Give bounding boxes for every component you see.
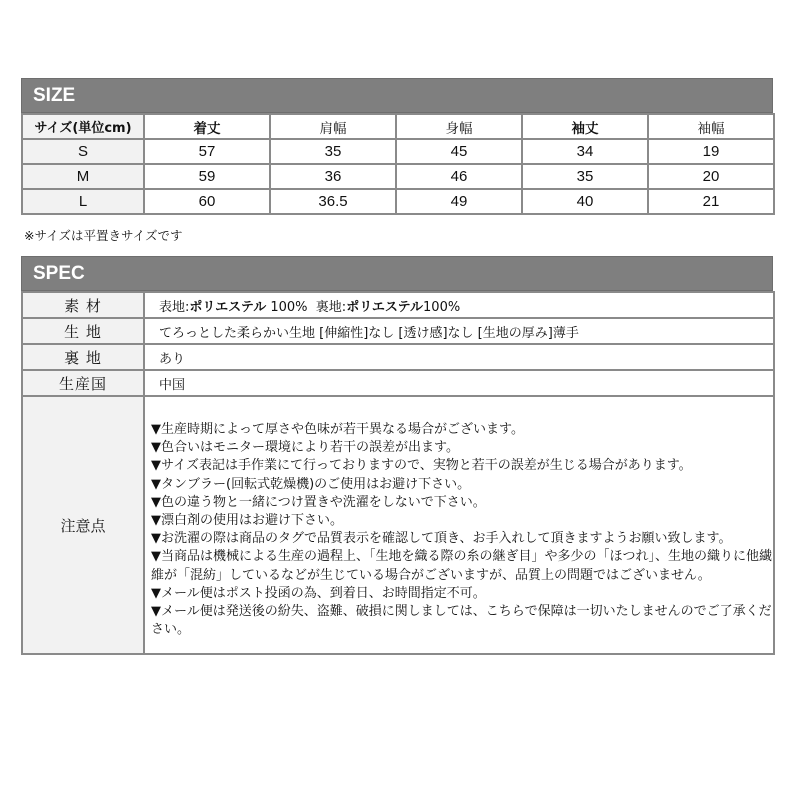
size-column-header: サイズ(単位cm) — [22, 114, 144, 139]
spec-value: てろっとした柔らかい生地 [伸縮性]なし [透け感]なし [生地の厚み]薄手 — [144, 318, 774, 344]
spec-section-title: SPEC — [21, 256, 773, 291]
spec-label: 素 材 — [22, 292, 144, 318]
table-row — [22, 139, 774, 164]
spec-row-fabric — [22, 318, 774, 344]
list-item: ▼生産時期によって厚さや色味が若干異なる場合がございます。 — [151, 422, 524, 437]
size-label: L — [22, 189, 144, 214]
list-item: ▼サイズ表記は手作業にて行っておりますので、実物と若干の誤差が生じる場合があります。 — [151, 458, 692, 474]
list-item: ▼色の違う物と一緒につけ置きや洗濯をしないで下さい。 — [151, 494, 486, 510]
list-item: ▼メール便はポスト投函の為、到着日、お時間指定不可。 — [151, 585, 486, 601]
table-row — [22, 189, 774, 214]
column-header-sleeve-length: 袖丈 — [522, 114, 648, 139]
size-note: ※サイズは平置きサイズです — [24, 228, 183, 243]
notes-list — [151, 421, 773, 639]
spec-value-part: 100% 裏地: — [266, 299, 347, 315]
table-cell: 60 — [144, 189, 270, 214]
spec-row-material — [22, 292, 774, 318]
spec-value-part: 100% — [423, 299, 461, 315]
column-header-shoulder: 肩幅 — [270, 114, 396, 139]
size-label: S — [22, 139, 144, 164]
table-cell: 49 — [396, 189, 522, 214]
spec-label: 注意点 — [22, 396, 144, 654]
table-cell: 45 — [396, 139, 522, 164]
spec-label: 裏 地 — [22, 344, 144, 370]
spec-value-part: 表地: — [159, 299, 190, 315]
list-item: ▼メール便は発送後の紛失、盗難、破損に関しましては、こちらで保障は一切いたしませんのでご了承ください。 — [151, 604, 772, 638]
table-cell: 20 — [648, 164, 774, 189]
notes-cell — [144, 396, 774, 654]
spec-value: 中国 — [144, 370, 774, 396]
list-item: ▼漂白剤の使用はお避け下さい。 — [151, 513, 343, 529]
table-cell: 36 — [270, 164, 396, 189]
spec-label: 生 地 — [22, 318, 144, 344]
table-cell: 21 — [648, 189, 774, 214]
table-cell: 40 — [522, 189, 648, 214]
spec-value: あり — [144, 344, 774, 370]
table-cell: 34 — [522, 139, 648, 164]
spec-row-lining — [22, 344, 774, 370]
spec-value-part: ポリエステル — [189, 299, 267, 315]
list-item: ▼当商品は機械による生産の過程上、「生地を織る際の糸の継ぎ目」や多少の「ほつれ」、生地の織りに他繊維が「混紡」しているなどが生じている場合がございますが、品質上の問題ではございません。 — [151, 549, 772, 583]
column-header-length: 着丈 — [144, 114, 270, 139]
spec-value-part: ポリエステル — [346, 299, 424, 315]
size-section-title: SIZE — [21, 78, 773, 113]
table-cell: 19 — [648, 139, 774, 164]
table-cell: 46 — [396, 164, 522, 189]
list-item: ▼タンブラー(回転式乾燥機)のご使用はお避け下さい。 — [151, 476, 471, 492]
spec-label: 生産国 — [22, 370, 144, 396]
size-table — [21, 113, 775, 215]
list-item: ▼色合いはモニター環境により若干の誤差が出ます。 — [151, 440, 459, 456]
list-item: ▼お洗濯の際は商品のタグで品質表示を確認して頂き、お手入れして頂きますようお願い致します。 — [151, 531, 732, 547]
spec-row-notes — [22, 396, 774, 654]
size-table-header-row — [22, 114, 774, 139]
column-header-sleeve-width: 袖幅 — [648, 114, 774, 139]
table-row — [22, 164, 774, 189]
size-section — [21, 78, 773, 215]
spec-row-origin — [22, 370, 774, 396]
table-cell: 59 — [144, 164, 270, 189]
table-cell: 57 — [144, 139, 270, 164]
table-cell: 35 — [522, 164, 648, 189]
spec-value — [144, 292, 774, 318]
size-label: M — [22, 164, 144, 189]
column-header-chest: 身幅 — [396, 114, 522, 139]
table-cell: 35 — [270, 139, 396, 164]
spec-table — [21, 291, 775, 655]
table-cell: 36.5 — [270, 189, 396, 214]
spec-section — [21, 256, 773, 655]
